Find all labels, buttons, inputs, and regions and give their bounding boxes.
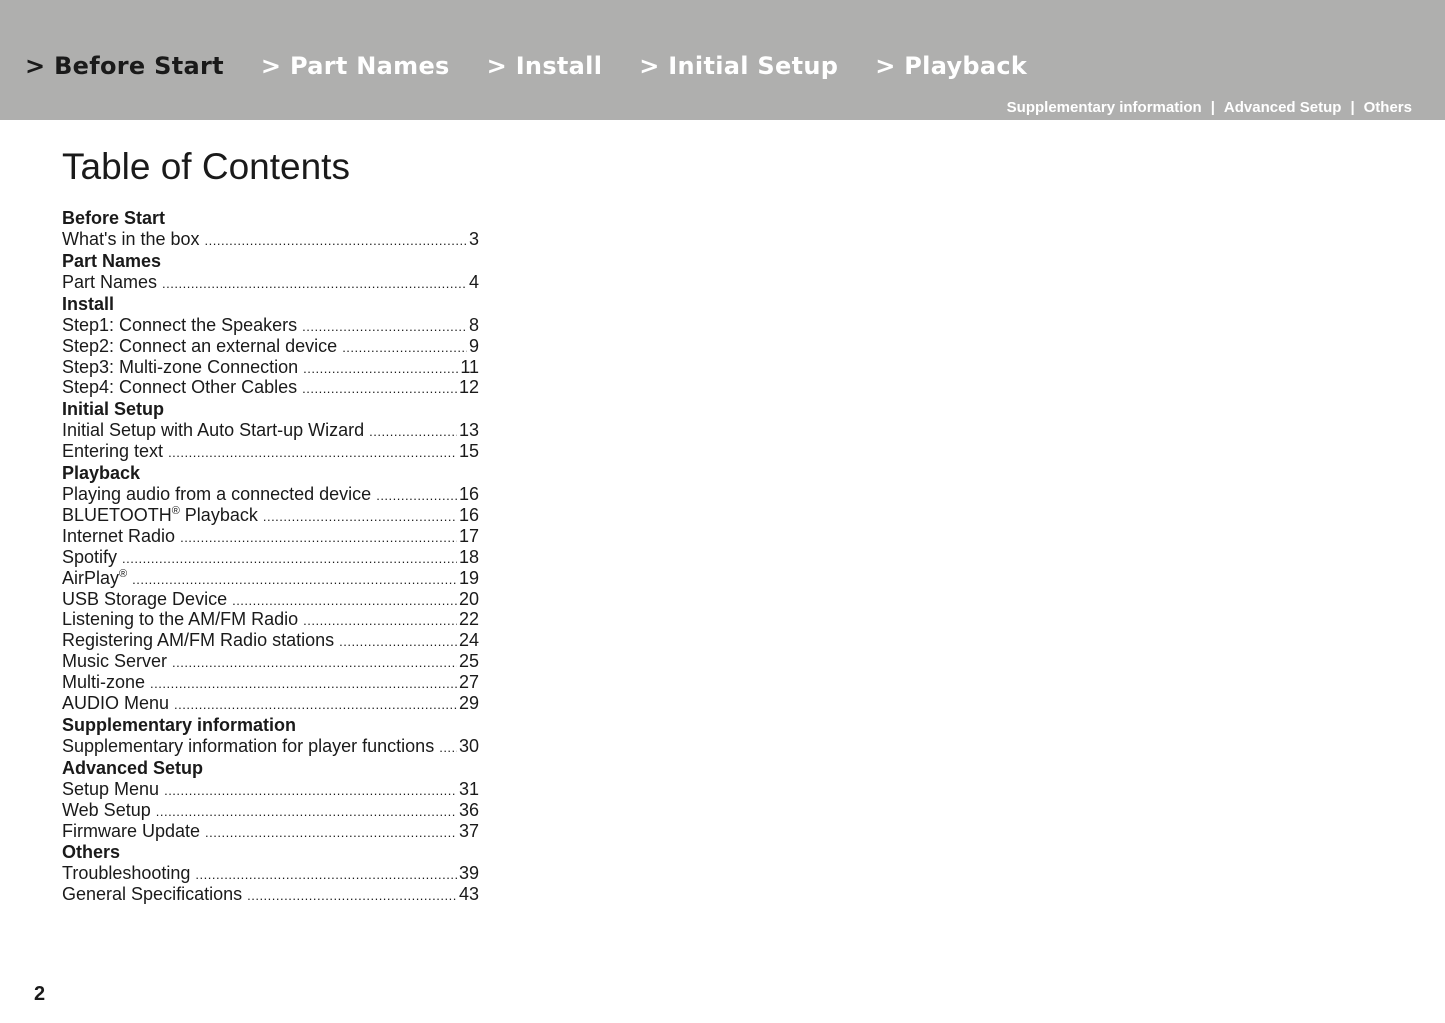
- toc-entry-page-number: 30: [458, 735, 479, 756]
- nav-before-start[interactable]: > Before Start: [25, 52, 224, 80]
- toc-entry[interactable]: [62, 315, 479, 336]
- toc-entry-page-number: 37: [458, 820, 479, 841]
- toc-entry[interactable]: [62, 863, 479, 884]
- toc-entry-label: [62, 229, 205, 250]
- dot-leader: [339, 632, 457, 653]
- dot-leader: [162, 274, 467, 295]
- toc-section-heading: Part Names: [62, 250, 162, 271]
- dot-leader: [172, 653, 457, 674]
- toc-entry-page-number: 19: [458, 567, 479, 588]
- toc-entry[interactable]: [62, 630, 479, 651]
- dot-leader: [205, 231, 467, 252]
- toc-entry-label: [62, 377, 302, 398]
- toc-entry-page-number: 29: [458, 693, 479, 714]
- nav-part-names[interactable]: > Part Names: [260, 52, 450, 80]
- dot-leader: [195, 865, 457, 886]
- toc-entry-page-number: 15: [458, 441, 479, 462]
- toc-entry-label: [62, 779, 164, 800]
- registered-mark: ®: [171, 505, 180, 518]
- dot-leader: [180, 528, 457, 549]
- dot-leader: [376, 486, 457, 507]
- toc-entry-label-text: Spotify: [62, 546, 118, 567]
- toc-entry-page-number: 11: [460, 356, 479, 377]
- toc-entry-label-text: Step3: Multi-zone Connection: [62, 356, 299, 377]
- toc-entry-page-number: 18: [458, 546, 479, 567]
- toc-entry-label-text: Entering text: [62, 441, 164, 462]
- toc-entry-page-number: 8: [468, 314, 479, 335]
- toc-entry-label-text: Music Server: [62, 651, 168, 672]
- dot-leader: [164, 781, 457, 802]
- toc-entry-page-number: 36: [458, 799, 479, 820]
- toc-entry-label: [62, 863, 195, 884]
- toc-entry-label: [62, 484, 376, 505]
- toc-section-heading: Install: [62, 293, 115, 314]
- dot-leader: [156, 802, 457, 823]
- toc-section-heading: Before Start: [62, 208, 166, 228]
- toc-entry[interactable]: [62, 568, 479, 589]
- top-navigation-bar: [0, 0, 1445, 120]
- toc-entry-label-text: Firmware Update: [62, 820, 201, 841]
- dot-leader: [232, 591, 457, 612]
- toc-entry-label-text: Initial Setup with Auto Start-up Wizard: [62, 420, 365, 441]
- toc-entry-label: [62, 651, 172, 672]
- nav-advanced-setup[interactable]: Advanced Setup: [1223, 98, 1342, 116]
- toc-section-heading: Playback: [62, 463, 141, 484]
- toc-entry[interactable]: [62, 420, 479, 441]
- dot-leader: [303, 359, 458, 380]
- dot-leader: [205, 823, 457, 844]
- toc-entry-label: [62, 672, 150, 693]
- toc-entry-label-text: USB Storage Device: [62, 588, 228, 609]
- toc-entry-label: [62, 336, 342, 357]
- dot-leader: [122, 549, 457, 570]
- toc-entry[interactable]: [62, 779, 479, 800]
- toc-entry-label-text: Supplementary information for player functions: [62, 735, 435, 756]
- toc-entry-label: [62, 526, 180, 547]
- toc-entry-page-number: 27: [458, 672, 479, 693]
- toc-entry[interactable]: [62, 651, 479, 672]
- toc-entry[interactable]: [62, 357, 479, 378]
- toc-entry-label: [62, 589, 232, 610]
- toc-section-heading: Others: [62, 842, 121, 863]
- toc-entry-label: [62, 736, 439, 757]
- toc-entry-page-number: 43: [458, 884, 479, 905]
- toc-entry-label: [62, 505, 263, 526]
- toc-entry-label-text: General Specifications: [62, 884, 243, 905]
- toc-entry[interactable]: [62, 672, 479, 693]
- toc-entry-page-number: 16: [458, 484, 479, 505]
- toc-entry-label-text: BLUETOOTH: [62, 505, 172, 526]
- toc-entry-label-text: Part Names: [62, 271, 158, 292]
- dot-leader: [174, 695, 457, 716]
- nav-separator: |: [1350, 98, 1355, 116]
- toc-entry-label-text: Listening to the AM/FM Radio: [62, 609, 299, 630]
- toc-entry-page-number: 20: [458, 588, 479, 609]
- toc-entry-label-text: Step2: Connect an external device: [62, 335, 338, 356]
- toc-section-heading: Initial Setup: [62, 399, 165, 420]
- main-nav: [25, 48, 1064, 84]
- nav-separator: |: [1210, 98, 1215, 116]
- toc-entry[interactable]: [62, 884, 479, 905]
- toc-entry-page-number: 39: [458, 863, 479, 884]
- toc-entry[interactable]: [62, 484, 479, 505]
- toc-section-heading: Supplementary information: [62, 714, 297, 735]
- toc-entry-page-number: 4: [468, 271, 479, 292]
- dot-leader: [150, 674, 457, 695]
- toc-entry-page-number: 25: [458, 651, 479, 672]
- toc-section-heading: Advanced Setup: [62, 757, 204, 778]
- registered-mark: ®: [119, 567, 128, 580]
- toc-entry[interactable]: [62, 526, 479, 547]
- nav-playback[interactable]: > Playback: [875, 52, 1028, 80]
- toc-entry[interactable]: [62, 609, 479, 630]
- toc-entry[interactable]: [62, 589, 479, 610]
- toc-entry[interactable]: [62, 547, 479, 568]
- toc-entry-label: [62, 420, 369, 441]
- toc-entry-label: [62, 884, 247, 905]
- toc-entry-label-text: Setup Menu: [62, 778, 160, 799]
- toc-entry-page-number: 22: [458, 609, 479, 630]
- toc-entry[interactable]: [62, 821, 479, 842]
- sub-nav: [1007, 97, 1412, 117]
- toc-entry-page-number: 3: [468, 229, 479, 249]
- dot-leader: [342, 338, 467, 359]
- toc-entry-page-number: 12: [458, 377, 479, 398]
- table-of-contents: [62, 207, 479, 905]
- toc-entry-page-number: 24: [458, 630, 479, 651]
- nav-supplementary-information[interactable]: Supplementary information: [1006, 98, 1202, 116]
- toc-entry-label: [62, 315, 302, 336]
- dot-leader: [263, 507, 457, 528]
- toc-entry-page-number: 13: [458, 420, 479, 441]
- toc-entry-label: [62, 441, 168, 462]
- nav-others[interactable]: Others: [1363, 98, 1412, 116]
- page-title: Table of Contents: [62, 146, 350, 187]
- toc-entry-label-text: Step1: Connect the Speakers: [62, 314, 298, 335]
- toc-entry-label: [62, 547, 122, 568]
- toc-entry[interactable]: [62, 736, 479, 757]
- dot-leader: [302, 379, 457, 400]
- toc-entry-label: [62, 272, 162, 293]
- dot-leader: [168, 443, 457, 464]
- toc-entry[interactable]: [62, 272, 479, 293]
- toc-entry[interactable]: [62, 336, 479, 357]
- toc-entry-label-text: Step4: Connect Other Cables: [62, 377, 298, 398]
- toc-entry-page-number: 17: [458, 525, 479, 546]
- dot-leader: [369, 422, 457, 443]
- toc-entry-label-text: Internet Radio: [62, 525, 176, 546]
- toc-entry[interactable]: [62, 229, 479, 250]
- toc-entry-page-number: 16: [458, 505, 479, 526]
- toc-entry-label-text: Playing audio from a connected device: [62, 484, 372, 505]
- toc-entry[interactable]: [62, 377, 479, 398]
- toc-entry-label: [62, 630, 339, 651]
- dot-leader: [132, 570, 457, 591]
- toc-entry-label: [62, 821, 205, 842]
- toc-entry-label: [62, 609, 303, 630]
- toc-entry-label-text: Web Setup: [62, 799, 151, 820]
- dot-leader: [439, 738, 457, 759]
- toc-entry-label-suffix: Playback: [179, 505, 258, 526]
- dot-leader: [247, 886, 457, 907]
- toc-entry-page-number: 31: [458, 778, 479, 799]
- toc-entry[interactable]: [62, 441, 479, 462]
- toc-entry-label-text: What's in the box: [62, 229, 200, 249]
- toc-entry-label: [62, 800, 156, 821]
- toc-entry-label-text: Multi-zone: [62, 672, 146, 693]
- nav-install[interactable]: > Install: [486, 52, 603, 80]
- toc-entry[interactable]: [62, 693, 479, 714]
- toc-entry-label-text: Troubleshooting: [62, 863, 191, 884]
- toc-entry-label: [62, 693, 174, 714]
- toc-entry-label: [62, 568, 132, 589]
- toc-entry-label-text: AUDIO Menu: [62, 693, 170, 714]
- page-number: 2: [34, 983, 46, 1005]
- toc-entry-label: [62, 357, 303, 378]
- nav-initial-setup[interactable]: > Initial Setup: [639, 52, 839, 80]
- toc-entry-label-text: Registering AM/FM Radio stations: [62, 630, 335, 651]
- dot-leader: [302, 317, 467, 338]
- toc-entry[interactable]: [62, 505, 479, 526]
- toc-entry-label-text: AirPlay: [62, 567, 120, 588]
- toc-entry-page-number: 9: [468, 335, 479, 356]
- dot-leader: [303, 611, 457, 632]
- toc-entry[interactable]: [62, 800, 479, 821]
